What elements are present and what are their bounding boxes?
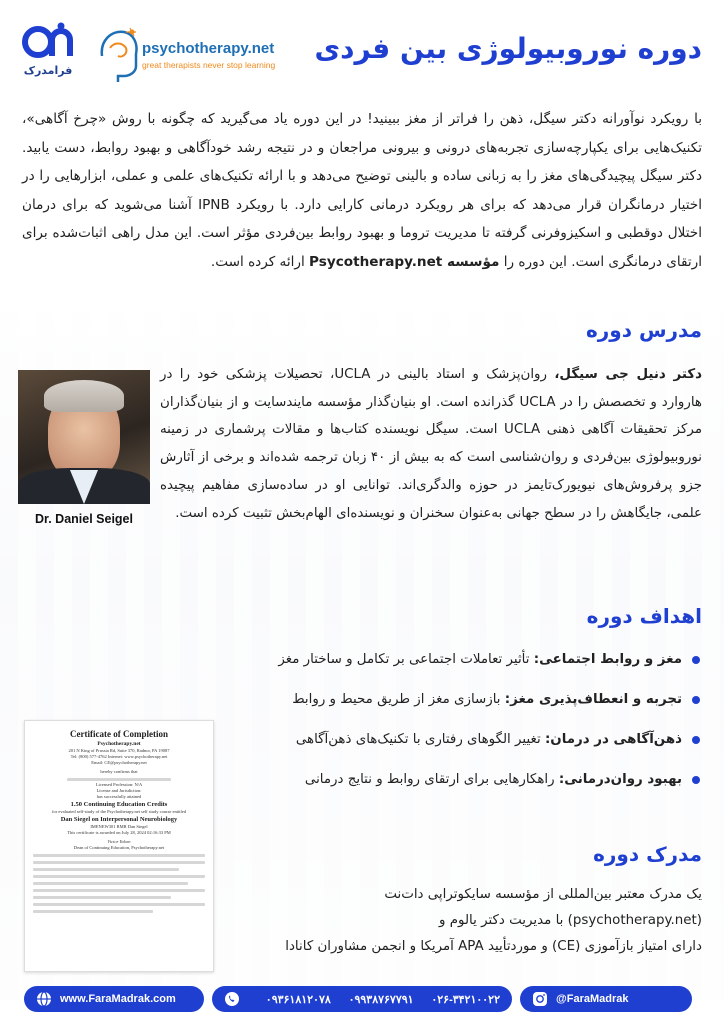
cert-signer: Victor Yalom [107, 839, 131, 844]
cert-address: 201 N King of Prussia Rd, Suite 370, Radnor, PA 19087 [68, 748, 170, 753]
goal-title: تجربه و انعطاف‌پذیری مغز: [504, 692, 682, 707]
whatsapp-icon [224, 991, 240, 1007]
phone-numbers[interactable] [212, 986, 512, 1012]
credential-text [222, 882, 702, 960]
page-title: دوره نوروبیولوژی بین فردی [314, 32, 702, 65]
cert-code: IMENEW301 RMR Dan Siegel [90, 824, 148, 829]
intro-text: با رویکرد نوآورانه دکتر سیگل، ذهن را فراتر از مغز ببینید! در این دوره یاد می‌گیرید که چگونه با روش «چرخ آگاهی»، تکنیک‌هایی برای یکپارچه‌سازی تجربه‌های درونی و بیرونی مراجعان و در نتیجه رشد خودآگاهی و بهبود روابط، دست یابید. دکتر سیگل پیچیدگی‌های مغز را به زبانی ساده و بالینی توضیح می‌دهد و با ارائه تکنیک‌های علمی و عملی، ابزارهایی را در اختیار درمانگران قرار می‌دهد که برای هر رویکرد درمانی کارایی دارد. با رویکرد IPNB آشنا می‌شوید که برای درمان اختلال دوقطبی و اسکیزوفرنی گرفته تا مدیریت تروما و بهبود روابط بین‌فردی مؤثر است. این مدل راهی اثبات‌شده برای ارتقای درمانگری است. این دوره را [22, 111, 702, 270]
goal-item [232, 730, 702, 750]
instructor-bio [160, 361, 702, 527]
instructor-photo-caption: Dr. Daniel Seigel [35, 512, 133, 526]
credential-line: دارای امتیاز بازآموزی (CE) و موردتأیید APA آمریکا و انجمن مشاوران کانادا [285, 939, 702, 954]
cert-fine-print [33, 896, 171, 899]
bullet-icon [692, 656, 700, 664]
goal-text: تغییر الگوهای رفتاری با تکنیک‌های ذهن‌آگاهی [295, 732, 545, 747]
instructor-bio-text: روان‌پزشک و استاد بالینی در UCLA، تحصیلات پزشکی خود را در هاروارد و تخصصش را در UCLA گذرانده است. او بنیان‌گذار مؤسسه مایندسایت و از بنیان‌گذاران مرکز تحقیقات آگاهی ذهنی UCLA است. سیگل نویسنده کتاب‌ها و مقالات پرشماری در زمینه نوروبیولوژی بین‌فردی و روان‌شناسی است که به بیش از ۴۰ زبان ترجمه شده‌اند و برخی از آثارش جزو پرفروش‌های نیویورک‌تایمز در حوزه والدگری‌اند. توانایی او در ساده‌سازی مفاهیم پیچیده علمی، جایگاهش را در سطح جهانی به‌عنوان سخنران و نویسنده‌ای الهام‌بخش تثبیت کرده است. [160, 367, 702, 521]
psychotherapy-net-tagline: great therapists never stop learning [142, 60, 276, 70]
cert-fine-print [33, 889, 205, 892]
faramadrak-logo-text: فرامدرک [23, 64, 73, 77]
instructor-heading: مدرس دوره [585, 318, 702, 342]
instagram-icon [532, 991, 548, 1007]
header [0, 18, 724, 98]
globe-icon [36, 991, 52, 1007]
cert-signer-title: Dean of Continuing Education, Psychotherapy.net [73, 845, 165, 850]
photo-hair [44, 380, 124, 412]
bullet-icon [692, 776, 700, 784]
head-profile-icon [96, 26, 140, 82]
cert-fine-print [33, 854, 205, 857]
intro-text-end: ارائه کرده است. [210, 253, 310, 270]
goal-text: تأثیر تعاملات اجتماعی بر تکامل و ساختار مغز [278, 652, 534, 667]
phone-2[interactable]: ۰۹۹۳۸۷۶۷۷۹۱ [348, 993, 414, 1006]
cert-fine-print [33, 868, 179, 871]
bullet-icon [692, 696, 700, 704]
cert-redacted-name [67, 778, 170, 781]
intro-bold-institute: مؤسسه Psycotherapy.net [309, 253, 500, 270]
cert-fine-print [33, 875, 205, 878]
website-link[interactable] [24, 986, 204, 1012]
cert-completed: has successfully attained [96, 794, 142, 799]
phone-3[interactable]: ۰۲۶-۳۴۲۱۰۰۲۲ [431, 993, 500, 1006]
goal-item [232, 690, 702, 710]
psychotherapy-net-name: psychotherapy.net [142, 40, 275, 57]
credential-line: (psychotherapy.net) با مدیریت دکتر یالوم و [439, 913, 702, 928]
instructor-name: دکتر دنیل جی سیگل، [554, 367, 703, 382]
cert-for: for evaluated self-study of the Psychotherapy.net self study course entitled [52, 809, 186, 814]
cert-contact: Tel: (800) 577-4762 Internet: www.psychotherapy.net [70, 754, 168, 759]
cert-fine-print [33, 861, 205, 864]
instructor-photo [18, 370, 150, 504]
cert-fine-print [33, 882, 188, 885]
website-text: www.FaraMadrak.com [60, 993, 176, 1005]
goal-title: ذهن‌آگاهی در درمان: [544, 732, 682, 747]
cert-credits: 1.50 Continuing Education Credits [70, 801, 168, 808]
faramadrak-logo [18, 22, 78, 92]
bullet-icon [692, 736, 700, 744]
cert-fine-print [33, 910, 153, 913]
goal-text: بازسازی مغز از طریق محیط و روابط [292, 692, 505, 707]
goals-list [232, 650, 702, 810]
cert-course: Dan Siegel on Interpersonal Neurobiology [60, 816, 178, 823]
goal-item [232, 770, 702, 790]
cert-org: Psychotherapy.net [97, 741, 141, 747]
instagram-link[interactable] [520, 986, 692, 1012]
instagram-handle: @FaraMadrak [556, 993, 629, 1005]
cert-fine-print [33, 903, 205, 906]
credential-line: یک مدرک معتبر بین‌المللی از مؤسسه سایکوتراپی دات‌نت [384, 887, 702, 902]
faramadrak-logo-icon [22, 22, 74, 62]
goal-item [232, 650, 702, 670]
cert-license-2: License and Jurisdiction: [96, 788, 142, 793]
cert-license: Licensed Profession: N/A [95, 782, 143, 787]
cert-issued: This certificate is awarded on July 28, 2024 02:16:33 PM [67, 830, 171, 835]
goal-text: راهکارهایی برای ارتقای روابط و نتایج درمانی [304, 772, 559, 787]
cert-title: Certificate of Completion [70, 729, 168, 739]
intro-paragraph [22, 105, 702, 276]
goals-heading: اهداف دوره [586, 604, 702, 628]
certificate-image [24, 720, 214, 972]
goal-title: مغز و روابط اجتماعی: [533, 652, 682, 667]
credential-heading: مدرک دوره [593, 842, 702, 866]
psychotherapy-net-logo [96, 26, 296, 86]
cert-confirm: hereby confirms that [100, 769, 138, 774]
phone-1[interactable]: ۰۹۳۶۱۸۱۲۰۷۸ [265, 993, 331, 1006]
goal-title: بهبود روان‌درمانی: [558, 772, 682, 787]
cert-email: Email: CE@psychotherapy.net [91, 760, 147, 765]
footer-contact-bar [24, 986, 700, 1012]
